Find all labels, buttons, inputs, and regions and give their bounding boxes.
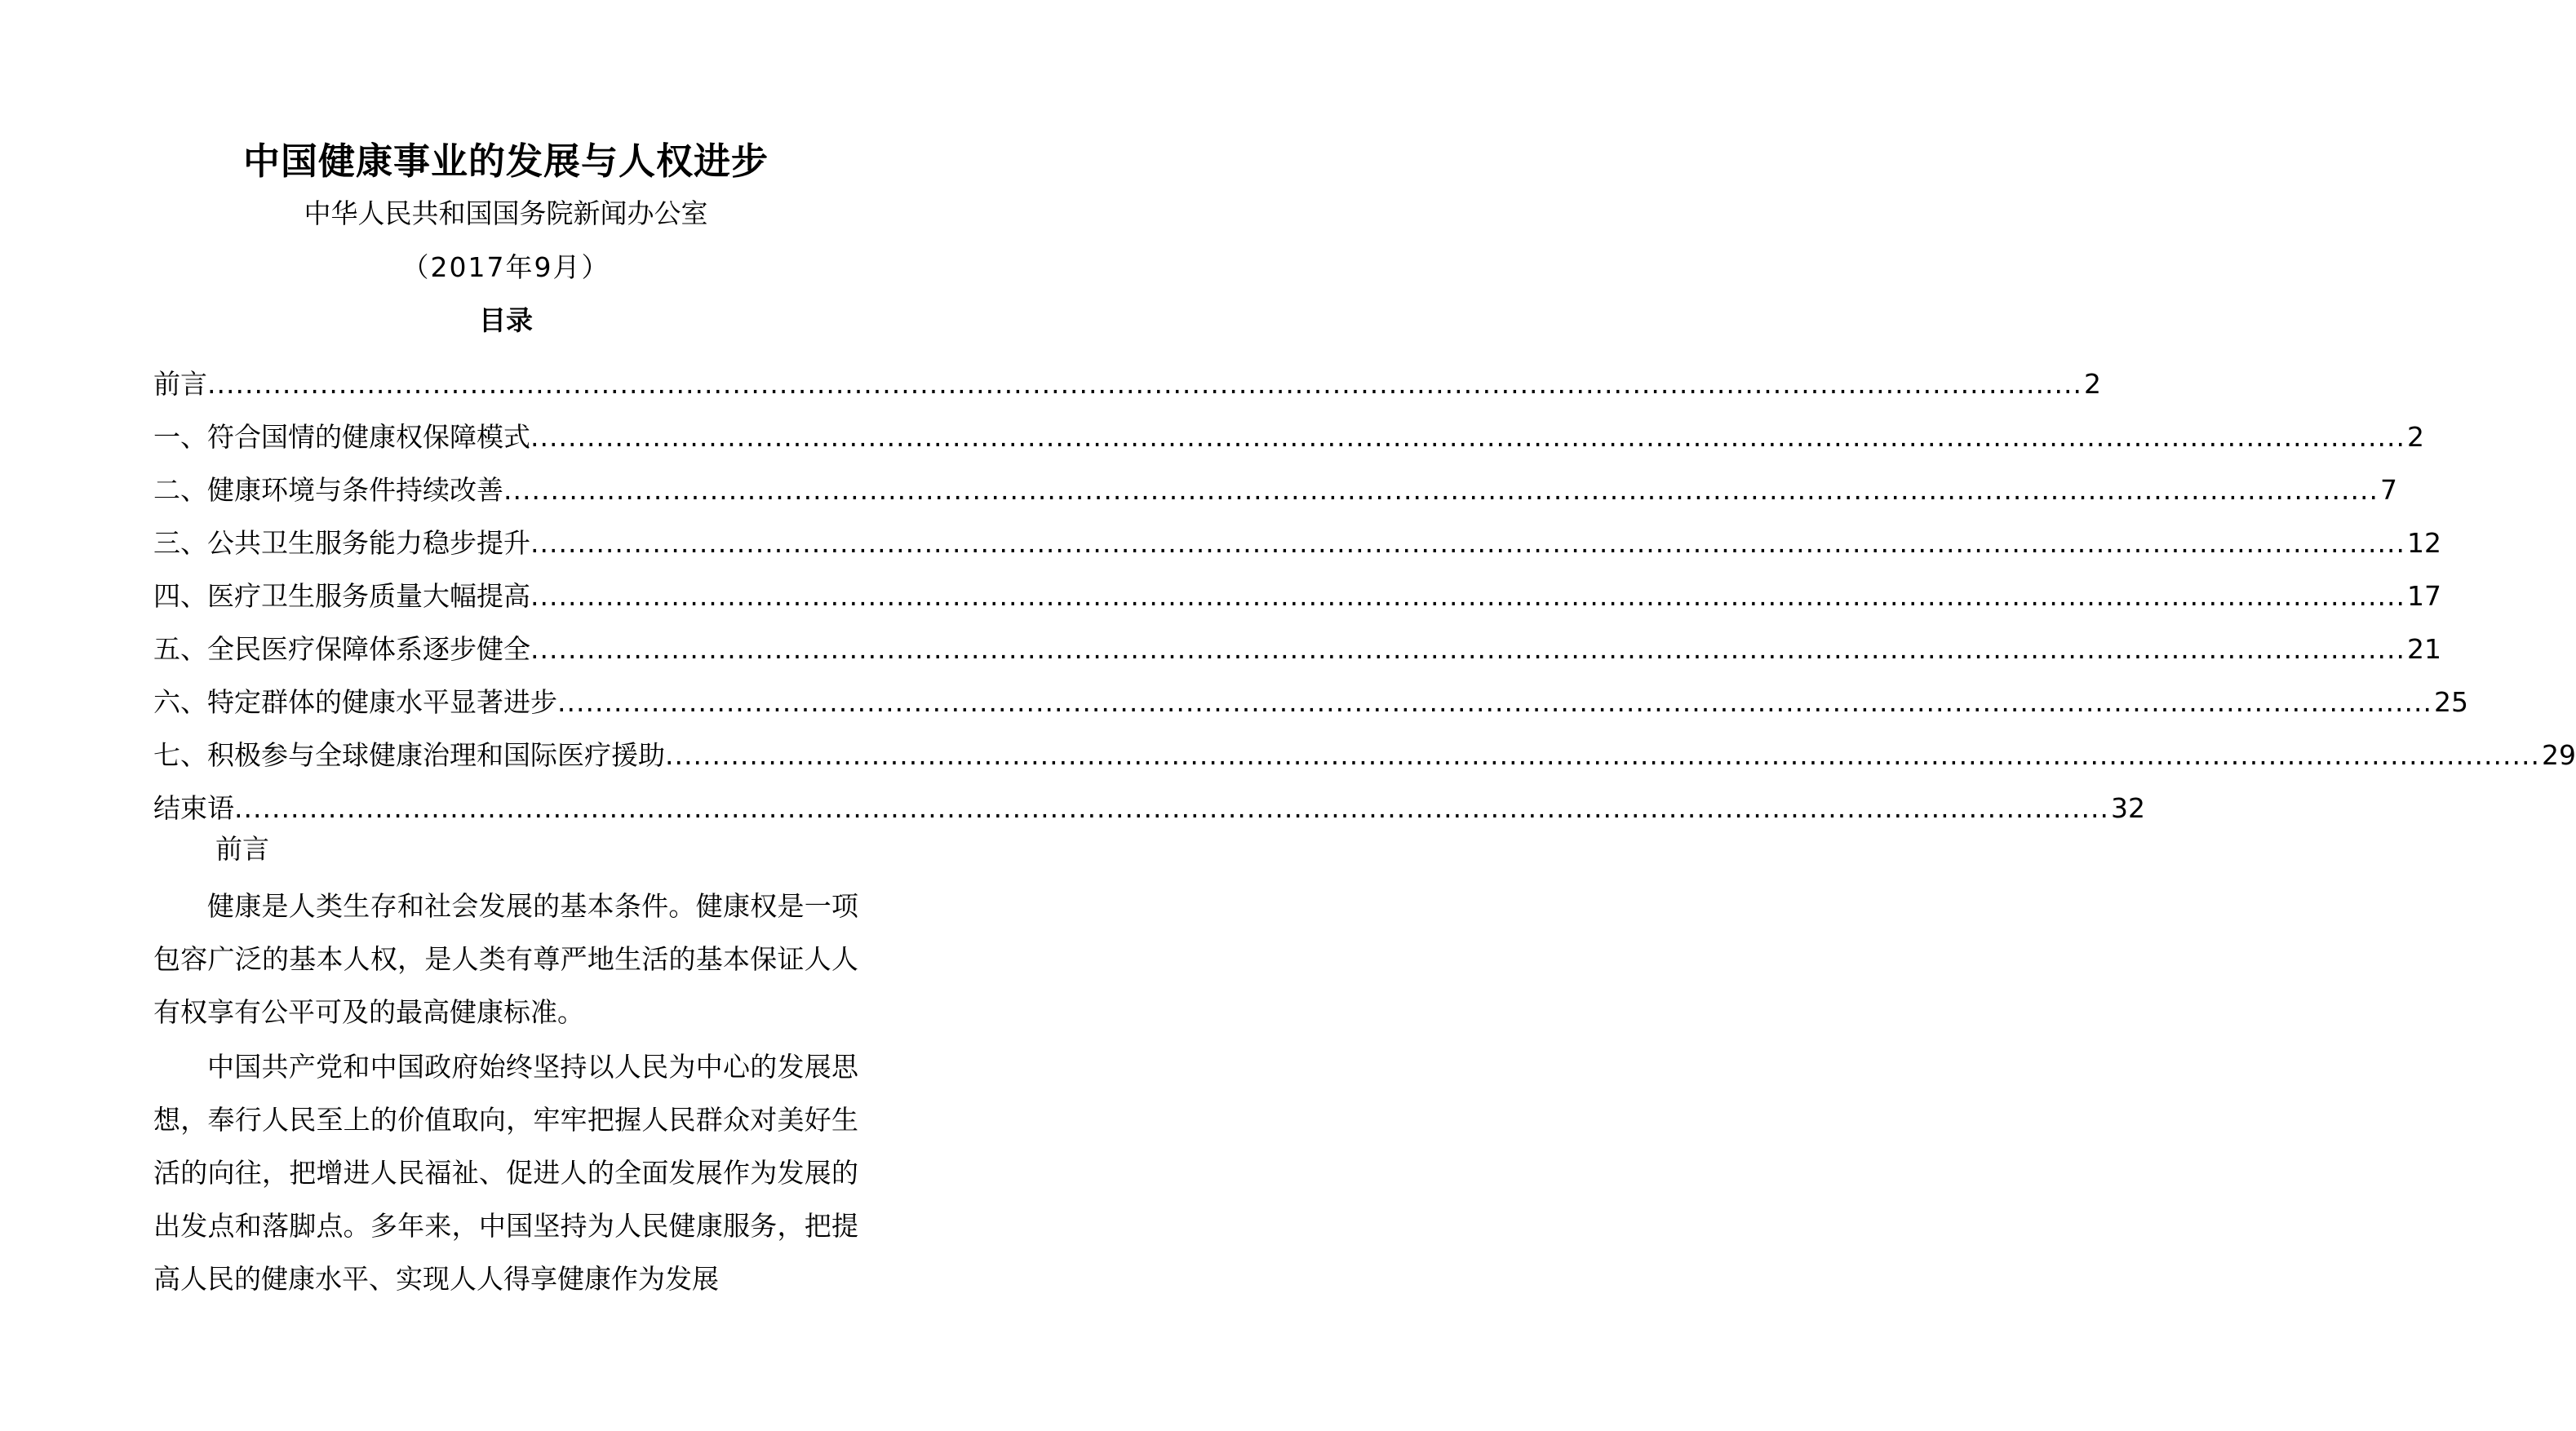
toc-item-label: 三、公共卫生服务能力稳步提升 [153, 527, 530, 559]
toc-item[interactable] [153, 352, 2101, 405]
body-paragraph: 中国共产党和中国政府始终坚持以人民为中心的发展思想，奉行人民至上的价值取向，牢牢把握人民群众对美好生活的向往，把增进人民福祉、促进人的全面发展作为发展的出发点和落脚点。多年来，中国坚持为人民健康服务，把提高人民的健康水平、实现人人得享健康作为发展 [153, 1051, 858, 1295]
toc-leader-dots: ........................................................................................................................................................................................................ [530, 421, 2405, 453]
document-title: 中国健康事业的发展与人权进步 [242, 140, 769, 183]
body-paragraph: 健康是人类生存和社会发展的基本条件。健康权是一项包容广泛的基本人权，是人类有尊严地生活的基本保证人人有权享有公平可及的最高健康标准。 [153, 890, 858, 1028]
toc-leader-dots: ........................................................................................................................................................................................................ [503, 474, 2379, 506]
toc-leader-dots: ........................................................................................................................................................................................................ [530, 527, 2405, 559]
toc-item-page: 25 [2433, 686, 2468, 718]
toc-item[interactable] [153, 723, 2576, 776]
document-date: （2017年9月） [401, 251, 610, 283]
toc-item-label: 一、符合国情的健康权保障模式 [153, 421, 530, 453]
toc-item-label: 结束语 [153, 792, 234, 824]
toc-item-label: 前言 [153, 368, 207, 400]
toc-item-label: 六、特定群体的健康水平显著进步 [153, 686, 557, 718]
document-issuer: 中华人民共和国国务院新闻办公室 [304, 197, 708, 229]
toc-leader-dots: ........................................................................................................................................................................................................ [557, 686, 2432, 718]
toc-item-label: 五、全民医疗保障体系逐步健全 [153, 633, 530, 665]
toc-item[interactable] [153, 511, 2441, 564]
toc-leader-dots: ........................................................................................................................................................................................................ [665, 739, 2540, 771]
toc-item-page: 2 [2406, 421, 2424, 453]
section-title: 前言 [215, 833, 269, 865]
toc-item-page: 7 [2379, 474, 2397, 506]
toc-item[interactable] [153, 617, 2441, 670]
toc-heading: 目录 [479, 304, 533, 336]
toc-item-label: 四、医疗卫生服务质量大幅提高 [153, 580, 530, 612]
toc-item-page: 29 [2541, 739, 2576, 771]
toc-item[interactable] [153, 458, 2397, 511]
toc-item-page: 32 [2110, 792, 2145, 824]
toc-item-label: 七、积极参与全球健康治理和国际医疗援助 [153, 739, 665, 771]
toc-item[interactable] [153, 564, 2441, 617]
toc-leader-dots: ........................................................................................................................................................................................................ [234, 792, 2109, 824]
toc-item[interactable] [153, 776, 2145, 829]
toc-item[interactable] [153, 405, 2424, 458]
toc-item-label: 二、健康环境与条件持续改善 [153, 474, 503, 506]
toc-leader-dots: ........................................................................................................................................................................................................ [530, 580, 2405, 612]
section-body [153, 879, 858, 1307]
toc-item[interactable] [153, 670, 2468, 723]
toc-item-page: 17 [2406, 580, 2441, 612]
toc-item-page: 2 [2083, 368, 2101, 400]
table-of-contents [153, 352, 2576, 829]
toc-item-page: 21 [2406, 633, 2441, 665]
toc-leader-dots: ........................................................................................................................................................................................................ [530, 633, 2405, 665]
toc-leader-dots: ........................................................................................................................................................................................................ [207, 368, 2082, 400]
toc-item-page: 12 [2406, 527, 2441, 559]
